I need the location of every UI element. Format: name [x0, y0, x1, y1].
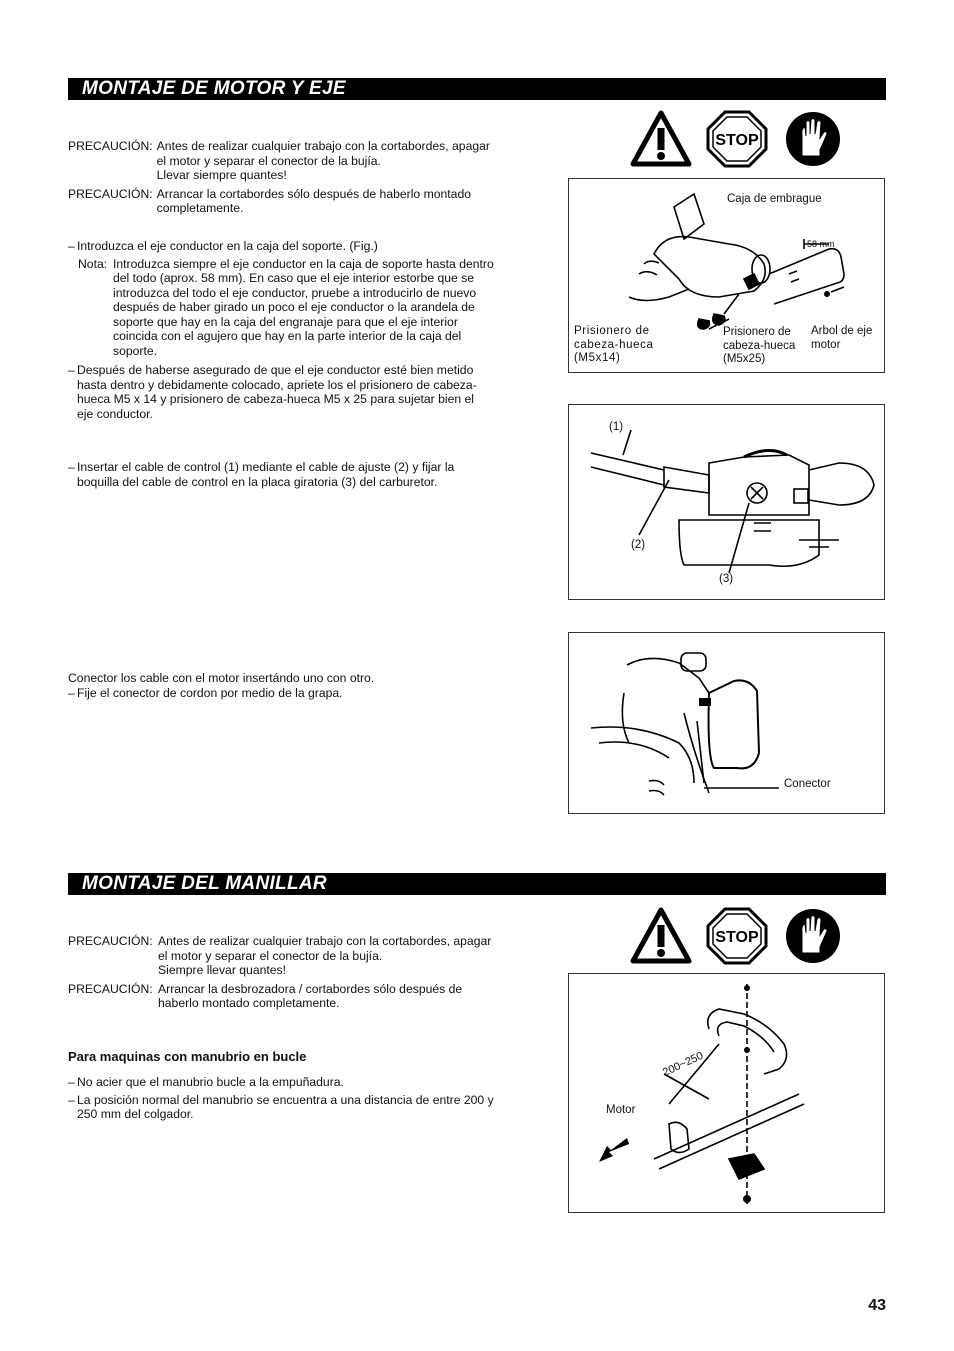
section2-steps	[68, 1075, 538, 1122]
caution-1: PRECAUCIÓN: Antes de realizar cualquier trabajo con la cortabordes, apagar el motor y separar el conector de la bujía. Llevar siempre quantes!	[68, 139, 490, 182]
step-control-cable: – Insertar el cable de control (1) mediante el cable de ajuste (2) y fijar la boquilla del cable de control en la placa giratoria (3) del carburetor.	[68, 460, 455, 489]
label-screw-m5x14: Prisionero de cabeza-hueca (M5x14)	[574, 325, 654, 364]
section1-text	[68, 139, 538, 216]
label-dimension: 200~250	[661, 1049, 706, 1079]
svg-text:STOP: STOP	[715, 132, 759, 149]
label-motor: Motor	[606, 1104, 636, 1116]
safety-icons-1	[630, 110, 844, 168]
label-screw-m5x25: Prisionero de cabeza-hueca (M5x25)	[723, 326, 796, 365]
warning-triangle-icon	[630, 907, 692, 965]
figure-connector	[568, 632, 885, 814]
step-loop-handle: – No acier que el manubrio bucle a la empuñadura.	[68, 1075, 344, 1089]
stop-sign-icon	[706, 907, 768, 965]
section1-steps	[68, 239, 538, 421]
note-block: Nota: Introduzca siempre el eje conductor en la caja de soporte hasta dentro del todo (aprox. 58 mm). En caso que el eje interior estorbe que se introduzca del todo el eje conductor, pruebe a introducirlo de nuevo después de haber girado un poco el eje conductor o la arandela de soporte que hay en la caja del engranaje para que el eje interior coincida con el agujero que hay en la parte interior de la caja del soporte.	[78, 256, 494, 358]
step-handle-distance: – La posición normal del manubrio se encuentra a una distancia de entre 200 y 250 mm del colgador.	[68, 1092, 494, 1121]
page-number: 43	[868, 1297, 886, 1314]
caution-2: PRECAUCIÓN: Arrancar la cortabordes sólo después de haberlo montado completamente.	[68, 186, 472, 215]
label-1: (1)	[609, 421, 624, 433]
figure-handle-position	[568, 973, 885, 1213]
step-insert-shaft: – Introduzca el eje conductor en la caja del soporte. (Fig.)	[68, 239, 378, 253]
label-drive-shaft: Arbol de eje motor	[811, 325, 873, 351]
figure-shaft-insertion	[568, 178, 885, 373]
label-connector: Conector	[784, 778, 831, 790]
gloves-icon	[782, 907, 844, 965]
section-title-motor-eje: MONTAJE DE MOTOR Y EJE	[68, 78, 886, 100]
safety-icons-2	[630, 907, 844, 965]
label-3: (3)	[719, 573, 734, 585]
label-clutch-case: Caja de embrague	[727, 193, 822, 205]
caution-4: PRECAUCIÓN: Arrancar la desbrozadora / cortabordes sólo después de haberlo montado completamente.	[68, 981, 463, 1010]
stop-sign-icon	[706, 110, 768, 168]
label-2: (2)	[631, 539, 646, 551]
subheading-loop-handle: Para maquinas con manubrio en bucle	[68, 1049, 307, 1064]
section2-cautions	[68, 934, 538, 1011]
step-connector: Conector los cable con el motor insertándo uno con otro. – Fije el conector de cordon por medio de la grapa.	[68, 671, 375, 700]
handle-position-drawing	[569, 974, 885, 1213]
section-title-manillar: MONTAJE DEL MANILLAR	[68, 873, 886, 895]
step-tighten-screws: – Después de haberse asegurado de que el eje conductor esté bien metido hasta dentro y debidamente colocado, apriete los el prisionero de cabeza- hueca M5 x 14 y prisionero de cabeza-hueca M5 x 25 para sujetar bien el eje conductor.	[68, 363, 477, 421]
svg-text:STOP: STOP	[715, 929, 759, 946]
gloves-icon	[782, 110, 844, 168]
caution-3: PRECAUCIÓN: Antes de realizar cualquier trabajo con la cortabordes, apagar el motor y separar el conector de la bujía. Siempre llevar quantes!	[68, 934, 492, 977]
figure-control-cable	[568, 404, 885, 600]
connector-drawing	[569, 633, 885, 814]
label-58mm: 58 mm	[807, 239, 835, 249]
warning-triangle-icon	[630, 110, 692, 168]
